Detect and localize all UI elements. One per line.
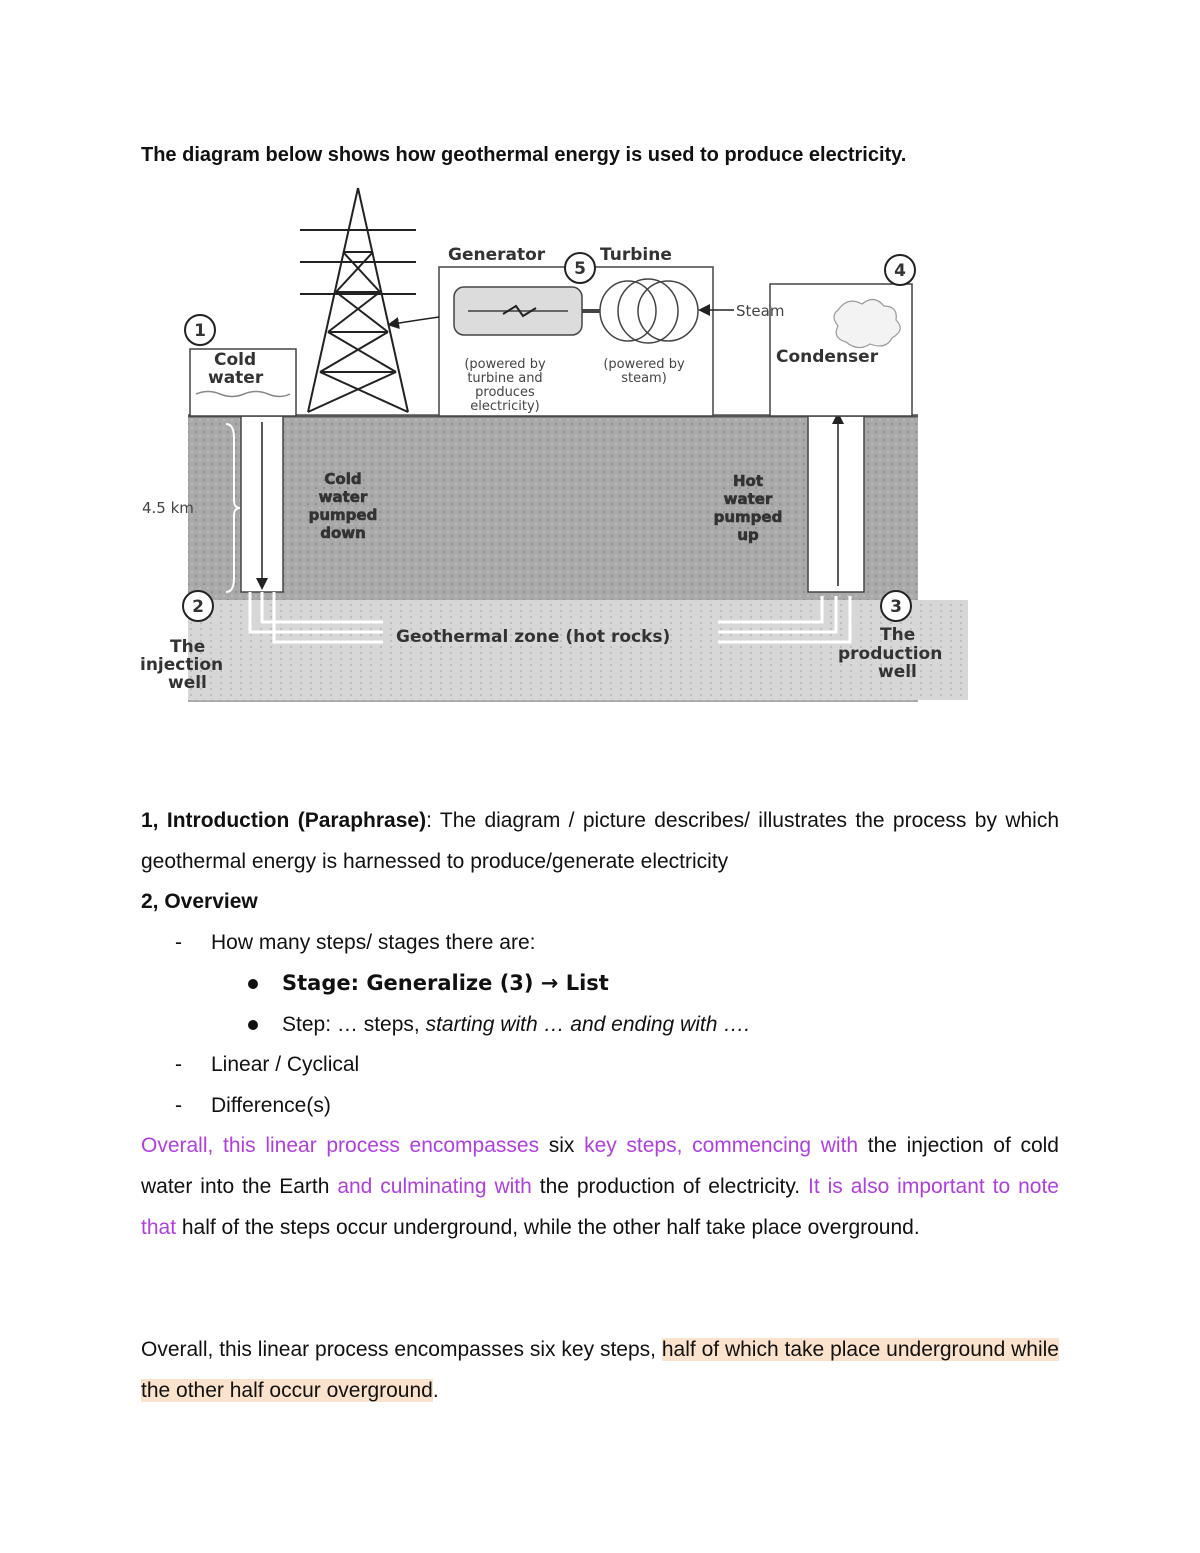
hot-up-label-4: up bbox=[737, 526, 759, 544]
plain-text: . bbox=[432, 1379, 439, 1402]
cold-down-label-3: pumped bbox=[308, 506, 378, 524]
list-item: - Linear / Cyclical bbox=[175, 1053, 360, 1076]
generator-note-2: turbine and bbox=[467, 371, 543, 386]
purple-phrase: and culminating with bbox=[337, 1175, 532, 1198]
introduction-label: 1, Introduction (Paraphrase) bbox=[141, 809, 427, 832]
production-well bbox=[808, 416, 864, 592]
injection-label-3: well bbox=[168, 673, 207, 693]
cold-down-label-2: water bbox=[318, 488, 368, 506]
injection-label-1: The bbox=[170, 637, 206, 657]
overview-paragraph bbox=[141, 1125, 1059, 1248]
turbine-note-1: (powered by bbox=[603, 357, 685, 372]
list-item-text: How many steps/ stages there are: bbox=[211, 931, 536, 954]
bullet-icon bbox=[248, 979, 258, 989]
cold-down-label-4: down bbox=[320, 524, 366, 542]
introduction-paragraph bbox=[141, 800, 1059, 882]
turbine-note-2: steam) bbox=[621, 371, 667, 386]
production-label-2: production bbox=[838, 644, 943, 664]
highlighted-text: half of which take place underground while the other half occur overground bbox=[141, 1338, 1059, 1402]
step-bullet-italic: starting with … and ending with …. bbox=[425, 1013, 751, 1036]
turbine-label: Turbine bbox=[600, 245, 672, 265]
summary-paragraph bbox=[141, 1329, 1059, 1411]
list-item: - Difference(s) bbox=[175, 1094, 331, 1117]
depth-label: 4.5 km bbox=[142, 499, 194, 517]
condenser-label: Condenser bbox=[776, 347, 879, 367]
generator-label: Generator bbox=[448, 245, 546, 265]
cold-down-label-1: Cold bbox=[324, 470, 362, 488]
geothermal-zone-label: Geothermal zone (hot rocks) bbox=[396, 627, 671, 647]
plain-text: the injection of cold water into the Earth bbox=[141, 1134, 1059, 1198]
step-5-number: 5 bbox=[574, 259, 586, 279]
production-label-3: well bbox=[878, 662, 917, 682]
production-label-1: The bbox=[880, 625, 916, 645]
step-1-number: 1 bbox=[194, 321, 206, 341]
plain-text: Overall, this linear process encompasses six key steps, bbox=[141, 1338, 662, 1361]
purple-phrase: key steps, commencing with bbox=[584, 1134, 859, 1157]
step-3-number: 3 bbox=[890, 597, 902, 617]
hot-up-label-1: Hot bbox=[732, 472, 764, 490]
list-item bbox=[248, 1013, 750, 1037]
hot-up-label-3: pumped bbox=[713, 508, 783, 526]
list-item bbox=[248, 971, 609, 996]
hot-up-label-2: water bbox=[723, 490, 773, 508]
cold-water-label-1: Cold bbox=[214, 350, 257, 370]
stage-bullet-text: Stage: Generalize (3) → List bbox=[282, 971, 609, 995]
step-2-number: 2 bbox=[192, 597, 204, 617]
injection-label-2: injection bbox=[140, 655, 224, 675]
bullet-icon bbox=[248, 1020, 258, 1030]
generator-note-3: produces bbox=[475, 385, 535, 400]
plain-text: the production of electricity. bbox=[531, 1175, 809, 1198]
cold-water-label-2: water bbox=[208, 368, 264, 388]
plain-text: six bbox=[539, 1134, 585, 1157]
power-pylon bbox=[300, 188, 416, 412]
generator-note-4: electricity) bbox=[470, 399, 540, 414]
document-heading: The diagram below shows how geothermal energy is used to produce electricity. bbox=[141, 144, 907, 166]
plain-text: half of the steps occur underground, while the other half take place overground. bbox=[176, 1216, 920, 1239]
geothermal-diagram bbox=[138, 182, 978, 712]
generator-note-1: (powered by bbox=[464, 357, 546, 372]
purple-phrase: It is also important to note that bbox=[141, 1175, 1059, 1239]
list-item-text: Linear / Cyclical bbox=[211, 1053, 360, 1076]
list-item-text: Difference(s) bbox=[211, 1094, 331, 1117]
introduction-text: : The diagram / picture describes/ illustrates the process by which geothermal energy is harnessed to produce/generate electricity bbox=[141, 809, 1060, 873]
list-item: - How many steps/ stages there are: bbox=[175, 931, 536, 954]
step-bullet-text: Step: … steps, bbox=[282, 1013, 426, 1036]
step-4-number: 4 bbox=[894, 261, 906, 281]
overview-label: 2, Overview bbox=[141, 890, 258, 913]
steam-label: Steam bbox=[736, 302, 785, 320]
purple-phrase: Overall, this linear process encompasses bbox=[141, 1134, 540, 1157]
